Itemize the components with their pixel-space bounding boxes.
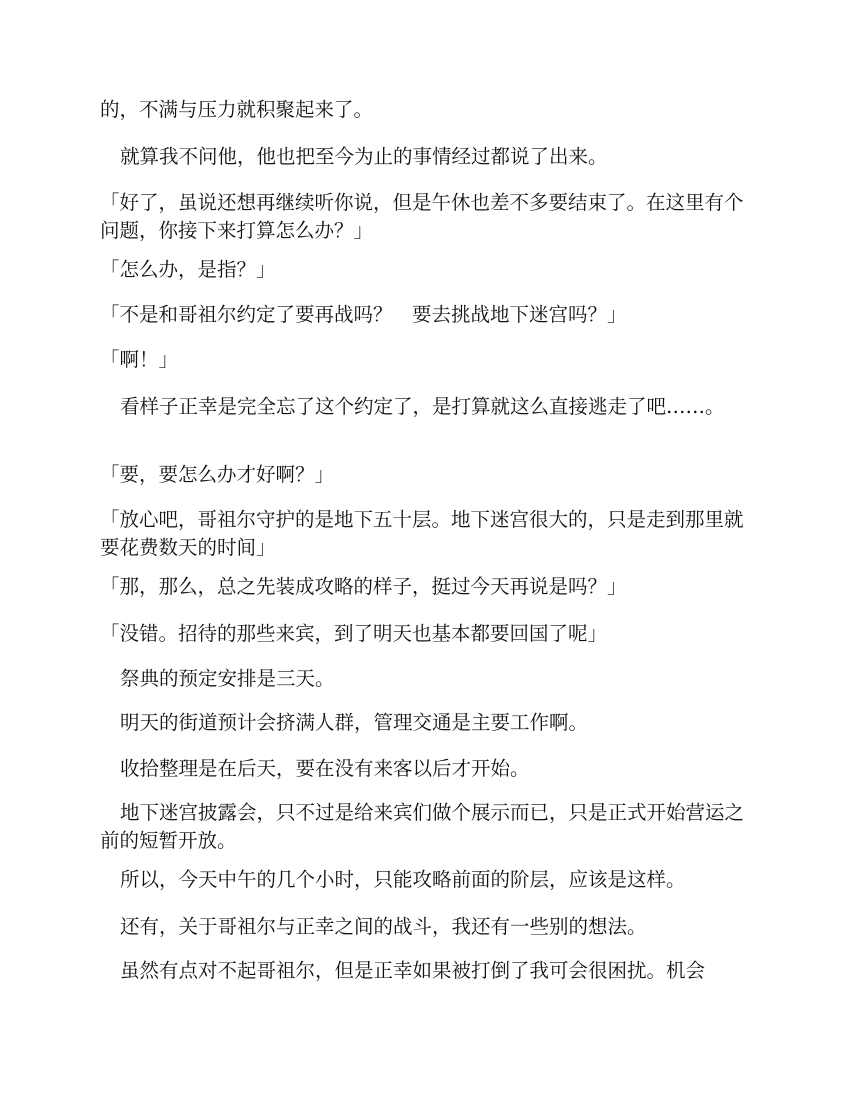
paragraph-2: 就算我不问他，他也把至今为止的事情经过都说了出来。 bbox=[120, 145, 608, 168]
paragraph-11: 「没错。招待的那些来宾，到了明天也基本都要回国了呢」 bbox=[100, 622, 608, 645]
paragraph-6: 「啊！」 bbox=[100, 348, 179, 371]
paragraph-5: 「不是和哥祖尔约定了要再战吗？ 要去挑战地下迷宫吗？」 bbox=[100, 303, 627, 326]
paragraph-1: 的，不满与压力就积聚起来了。 bbox=[100, 98, 374, 121]
paragraph-15: 地下迷宫披露会，只不过是给来宾们做个展示而已，只是正式开始营运之前的短暂开放。 bbox=[100, 801, 745, 852]
paragraph-7: 看样子正幸是完全忘了这个约定了，是打算就这么直接逃走了吧……。 bbox=[120, 395, 725, 418]
paragraph-13: 明天的街道预计会挤满人群，管理交通是主要工作啊。 bbox=[120, 711, 589, 734]
paragraph-10: 「那，那么，总之先装成攻略的样子，挺过今天再说是吗？」 bbox=[100, 575, 627, 598]
paragraph-16: 所以，今天中午的几个小时，只能攻略前面的阶层，应该是这样。 bbox=[120, 868, 686, 891]
paragraph-4: 「怎么办，是指？」 bbox=[100, 258, 276, 281]
paragraph-17: 还有，关于哥祖尔与正幸之间的战斗，我还有一些别的想法。 bbox=[120, 915, 647, 938]
paragraph-12: 祭典的预定安排是三天。 bbox=[120, 667, 335, 690]
paragraph-3: 「好了，虽说还想再继续听你说，但是午休也差不多要结束了。在这里有个问题，你接下来打算怎么办？」 bbox=[100, 191, 744, 242]
paragraph-8: 「要，要怎么办才好啊？」 bbox=[100, 463, 335, 486]
paragraph-14: 收拾整理是在后天，要在没有来客以后才开始。 bbox=[120, 757, 530, 780]
paragraph-9: 「放心吧，哥祖尔守护的是地下五十层。地下迷宫很大的，只是走到那里就要花费数天的时间」 bbox=[100, 508, 744, 559]
paragraph-18: 虽然有点对不起哥祖尔，但是正幸如果被打倒了我可会很困扰。机会 bbox=[120, 959, 706, 982]
